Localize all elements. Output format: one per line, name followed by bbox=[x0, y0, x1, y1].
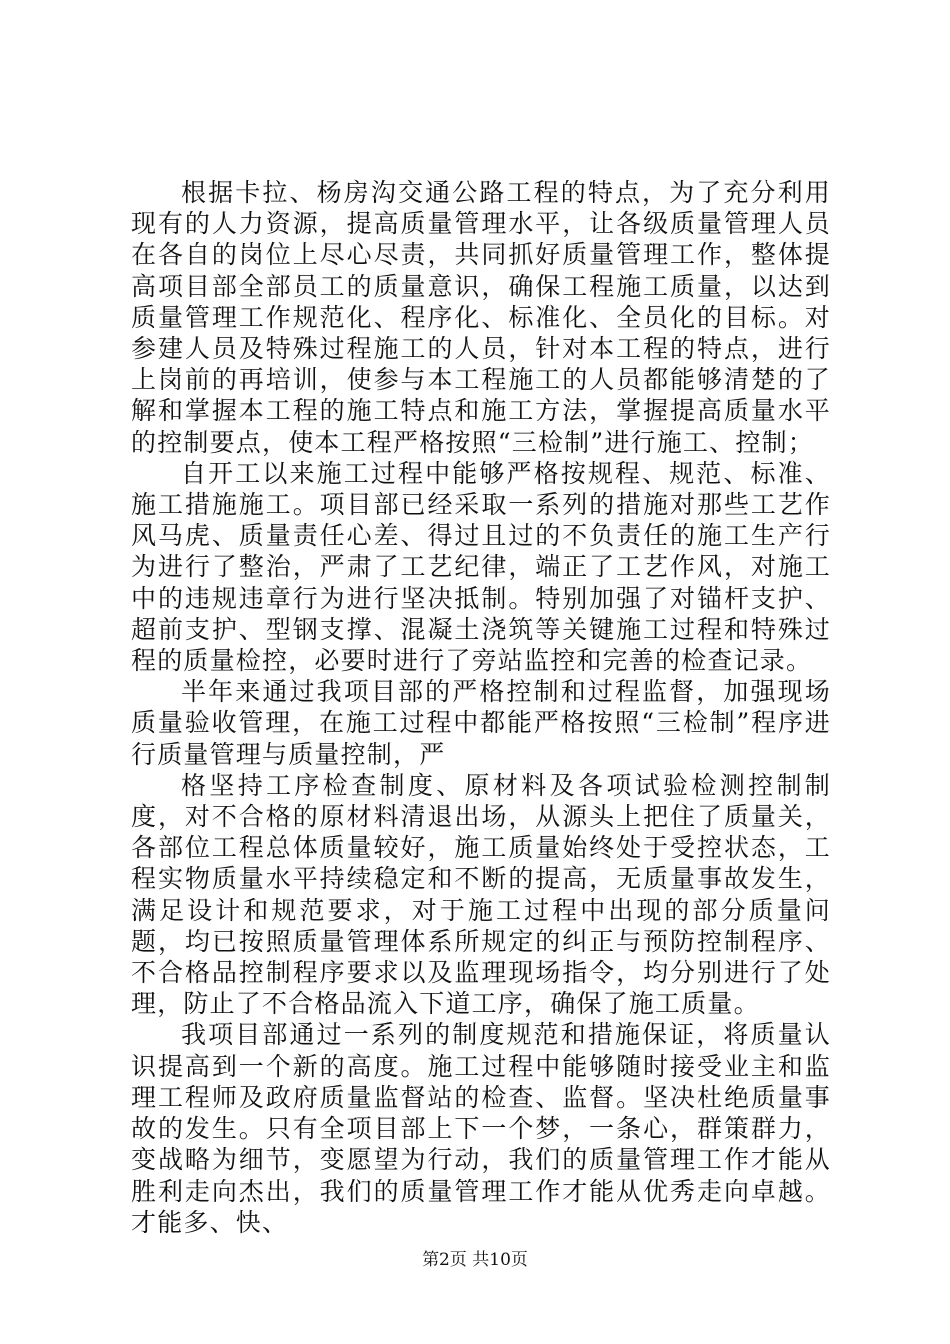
paragraph-1: 根据卡拉、杨房沟交通公路工程的特点，为了充分利用现有的人力资源，提高质量管理水平，让各级质量管理人员在各自的岗位上尽心尽责，共同抓好质量管理工作，整体提高项目部全部员工的质量意识，确保工程施工质量，以达到质量管理工作规范化、程序化、标准化、全员化的目标。对参建人员及特殊过程施工的人员，针对本工程的特点，进行上岗前的再培训，使参与本工程施工的人员都能够清楚的了解和掌握本工程的施工特点和施工方法，掌握提高质量水平的控制要点，使本工程严格按照“三检制”进行施工、控制； bbox=[131, 178, 831, 457]
page-footer: 第2页 共10页 bbox=[422, 1250, 528, 1270]
paragraph-3: 半年来通过我项目部的严格控制和过程监督，加强现场质量验收管理，在施工过程中都能严格按照“三检制”程序进行质量管理与质量控制，严 bbox=[131, 677, 831, 769]
paragraph-4: 格坚持工序检查制度、原材料及各项试验检测控制制度，对不合格的原材料清退出场，从源头上把住了质量关，各部位工程总体质量较好，施工质量始终处于受控状态，工程实物质量水平持续稳定和不断的提高，无质量事故发生，满足设计和规范要求，对于施工过程中出现的部分质量问题，均已按照质量管理体系所规定的纠正与预防控制程序、不合格品控制程序要求以及监理现场指令，均分别进行了处理，防止了不合格品流入下道工序，确保了施工质量。 bbox=[131, 770, 831, 1019]
paragraph-2: 自开工以来施工过程中能够严格按规程、规范、标准、施工措施施工。项目部已经采取一系列的措施对那些工艺作风马虎、质量责任心差、得过且过的不负责任的施工生产行为进行了整治，严肃了工艺纪律，端正了工艺作风，对施工中的违规违章行为进行坚决抵制。特别加强了对锚杆支护、超前支护、型钢支撑、混凝土浇筑等关键施工过程和特殊过程的质量检控，必要时进行了旁站监控和完善的检查记录。 bbox=[131, 458, 831, 676]
paragraph-5: 我项目部通过一系列的制度规范和措施保证，将质量认识提高到一个新的高度。施工过程中能够随时接受业主和监理工程师及政府质量监督站的检查、监督。坚决杜绝质量事故的发生。只有全项目部上下一个梦，一条心，群策群力，变战略为细节，变愿望为行动，我们的质量管理工作才能从胜利走向杰出，我们的质量管理工作才能从优秀走向卓越。才能多、快、 bbox=[131, 1020, 831, 1237]
document-body bbox=[131, 177, 831, 1238]
